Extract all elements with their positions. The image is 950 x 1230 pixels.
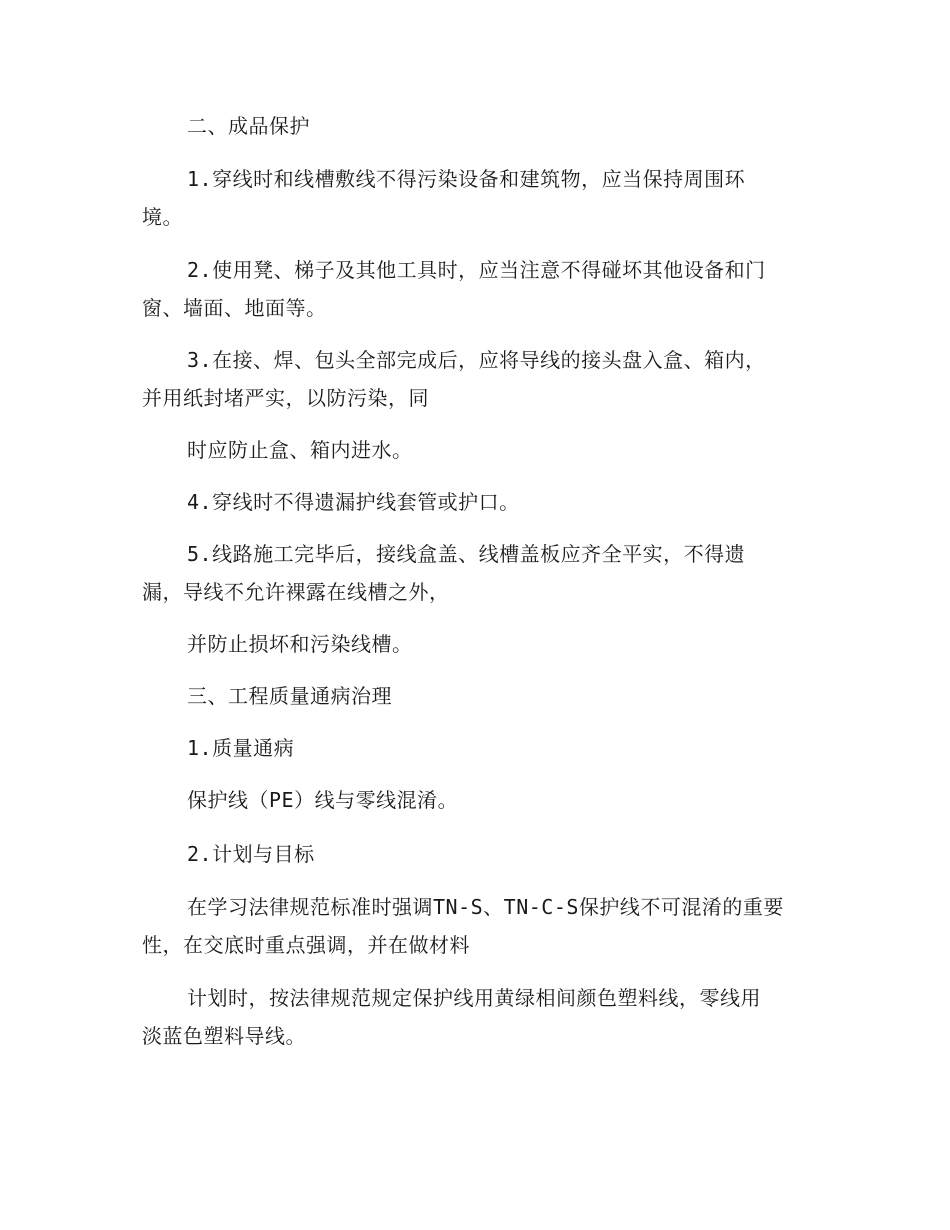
paragraph-line: 在学习法律规范标准时强调TN-S、TN-C-S保护线不可混淆的重要: [187, 895, 784, 919]
paragraph-line: 性，在交底时重点强调，并在做材料: [142, 933, 470, 957]
paragraph-line: 2.使用凳、梯子及其他工具时，应当注意不得碰坏其他设备和门: [187, 258, 766, 282]
paragraph-line: 淡蓝色塑料导线。: [142, 1024, 306, 1048]
paragraph-line: 并防止损坏和污染线槽。: [187, 632, 413, 656]
paragraph-line: 4.穿线时不得遗漏护线套管或护口。: [187, 490, 520, 514]
subheading-quality-issue: 1.质量通病: [187, 736, 295, 760]
paragraph-line: 1.穿线时和线槽敷线不得污染设备和建筑物，应当保持周围环: [187, 167, 746, 191]
paragraph-line: 3.在接、焊、包头全部完成后，应将导线的接头盘入盒、箱内，: [187, 348, 766, 372]
paragraph-line: 保护线（PE）线与零线混淆。: [187, 788, 459, 812]
paragraph-line: 时应防止盒、箱内进水。: [187, 438, 413, 462]
section-heading-product-protection: 二、成品保护: [187, 114, 310, 138]
paragraph-line: 窗、墙面、地面等。: [142, 296, 327, 320]
paragraph-line: 5.线路施工完毕后，接线盒盖、线槽盖板应齐全平实，不得遗: [187, 542, 746, 566]
section-heading-quality-issues: 三、工程质量通病治理: [187, 684, 392, 708]
paragraph-line: 并用纸封堵严实，以防污染，同: [142, 386, 429, 410]
paragraph-line: 漏，导线不允许裸露在线槽之外，: [142, 580, 450, 604]
subheading-plan-and-goal: 2.计划与目标: [187, 842, 315, 866]
paragraph-line: 计划时，按法律规范规定保护线用黄绿相间颜色塑料线，零线用: [187, 986, 761, 1010]
paragraph-line: 境。: [142, 205, 183, 229]
